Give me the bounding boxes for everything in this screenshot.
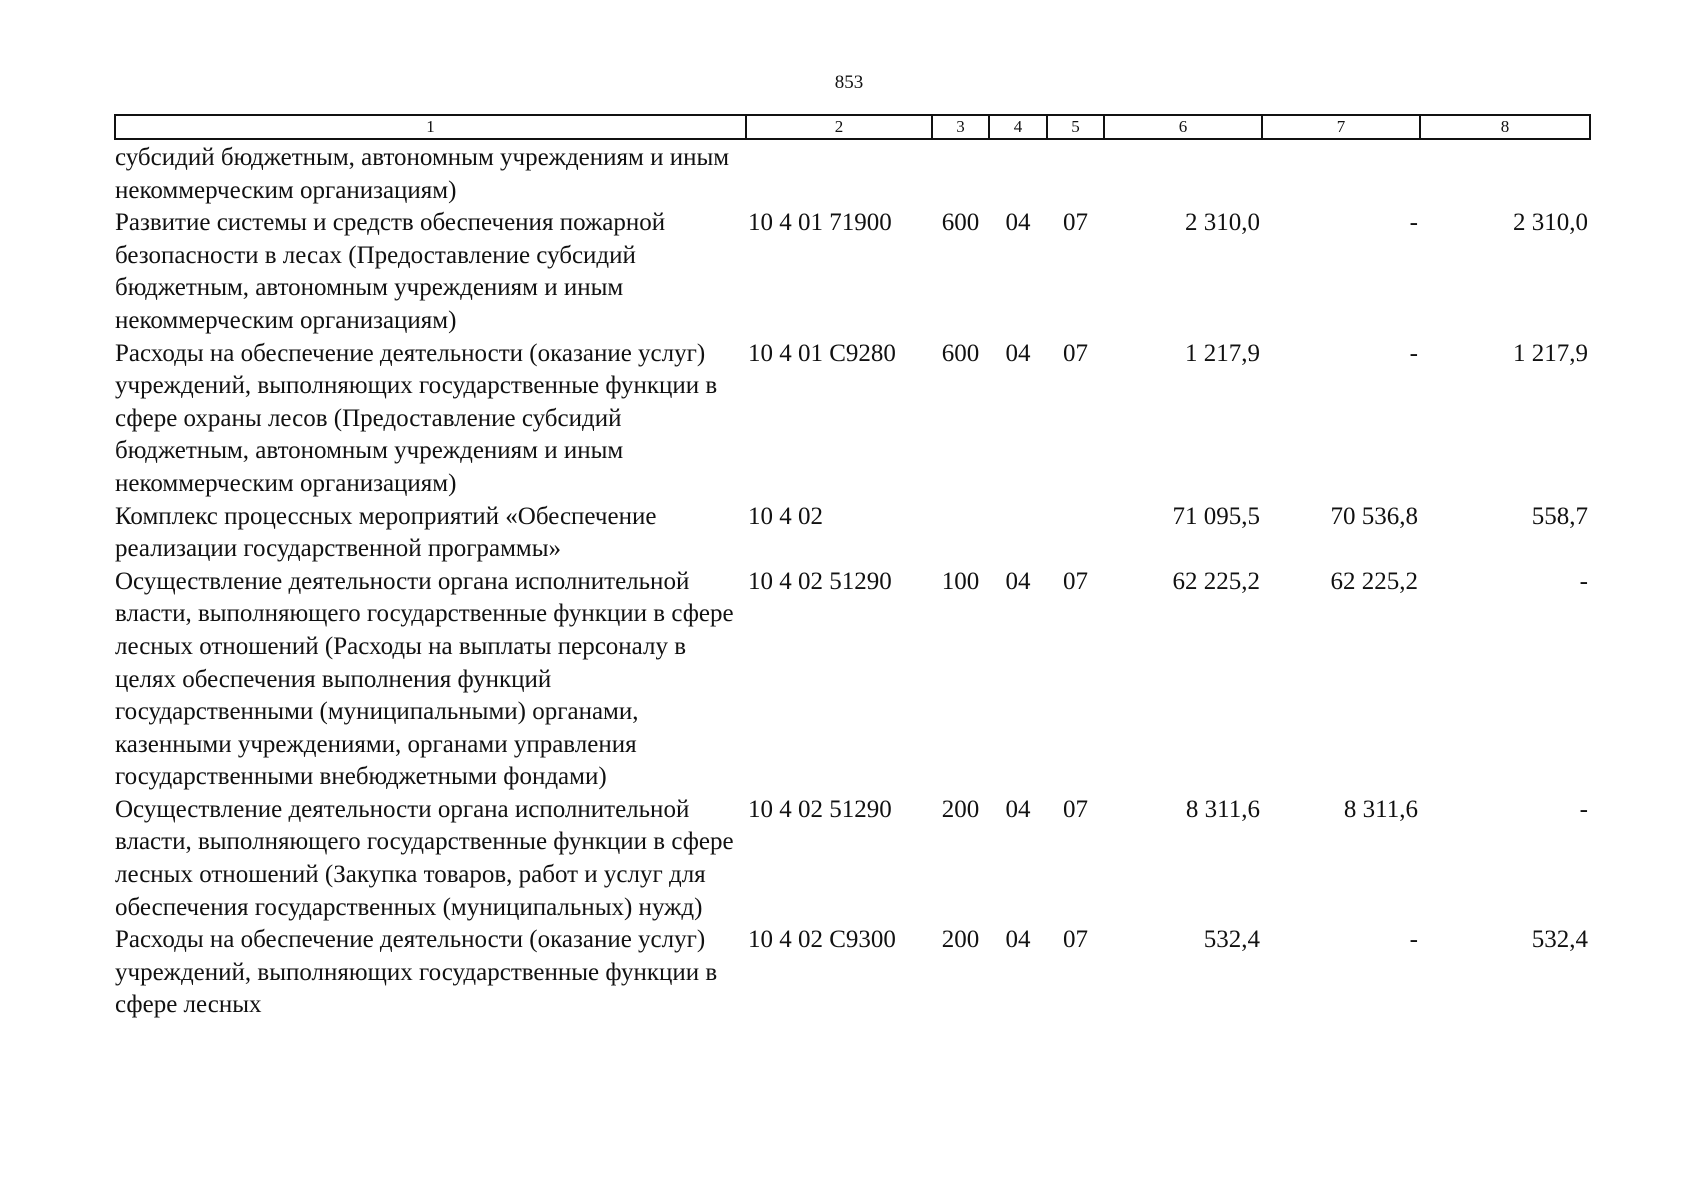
row-rz: [989, 501, 1047, 566]
row-code: 10 4 02 С9300: [748, 926, 896, 954]
row-rz: 04: [1005, 567, 1031, 595]
table-header: [115, 115, 1590, 139]
row-code: 10 4 01 С9280: [748, 339, 896, 367]
row-name: Расходы на обеспечение деятельности (оказание услуг) учреждений, выполняющих государственные функции в сфере лесных: [115, 926, 718, 1019]
row-pr: 07: [1063, 339, 1088, 367]
row-code: 10 4 02 51290: [748, 795, 892, 823]
table-row: [115, 794, 1590, 924]
row-rz: 04: [1005, 795, 1031, 823]
row-name: Осуществление деятельности органа исполнительной власти, выполняющего государственные функции в сфере лесных отношений (Закупка товаров, работ и услуг для обеспечения государственных (муниципальных) нужд): [115, 795, 734, 921]
row-col8: -: [1579, 567, 1588, 595]
row-pr: 07: [1063, 209, 1088, 237]
row-vr: 200: [941, 795, 980, 823]
row-name: Осуществление деятельности органа исполнительной власти, выполняющего государственные функции в сфере лесных отношений (Расходы на выплаты персоналу в целях обеспечения выполнения функций государственными (муниципальными) органами, казенными учреждениями, органами управления государственными внебюджетными фондами): [115, 567, 734, 791]
row-col7: 62 225,2: [1330, 567, 1418, 595]
header-col-5: 5: [1047, 115, 1104, 139]
row-pr: 07: [1063, 795, 1088, 823]
table-row: [115, 566, 1590, 794]
row-name: Расходы на обеспечение деятельности (оказание услуг) учреждений, выполняющих государственные функции в сфере охраны лесов (Предоставление субсидий бюджетным, автономным учреждениям и иным некоммерческим организациям): [115, 339, 718, 497]
row-total: 62 225,2: [1172, 567, 1260, 595]
header-col-6: 6: [1104, 115, 1262, 139]
row-col7: [1262, 139, 1420, 207]
row-col7: -: [1409, 339, 1418, 367]
row-name: Комплекс процессных мероприятий «Обеспечение реализации государственной программы»: [115, 502, 657, 563]
row-total: 2 310,0: [1185, 209, 1260, 237]
row-total: 71 095,5: [1172, 502, 1260, 530]
header-col-7: 7: [1262, 115, 1420, 139]
row-col8: [1420, 139, 1590, 207]
row-col8: -: [1579, 795, 1588, 823]
row-col7: -: [1409, 209, 1418, 237]
row-rz: 04: [1005, 339, 1031, 367]
header-col-4: 4: [989, 115, 1047, 139]
table-row: [115, 501, 1590, 566]
row-vr: [932, 501, 989, 566]
table-row: [115, 207, 1590, 337]
budget-table: [114, 114, 1591, 1022]
row-rz: [989, 139, 1047, 207]
row-rz: 04: [1005, 926, 1031, 954]
row-name: Развитие системы и средств обеспечения пожарной безопасности в лесах (Предоставление субсидий бюджетным, автономным учреждениям и иным некоммерческим организациям): [115, 209, 666, 334]
row-col7: 70 536,8: [1330, 502, 1418, 530]
row-col7: -: [1409, 926, 1418, 954]
row-vr: 600: [941, 209, 980, 237]
row-vr: 600: [941, 339, 980, 367]
row-pr: 07: [1063, 926, 1088, 954]
row-code: 10 4 02: [748, 502, 823, 530]
page-number: 853: [834, 72, 864, 93]
table-row: [115, 139, 1590, 207]
row-vr: 100: [941, 567, 980, 595]
row-pr: [1047, 139, 1104, 207]
row-code: 10 4 01 71900: [748, 209, 892, 237]
row-col8: 532,4: [1531, 926, 1588, 954]
row-code: 10 4 02 51290: [748, 567, 892, 595]
header-col-2: 2: [746, 115, 932, 139]
row-pr: [1047, 501, 1104, 566]
table-body: [115, 139, 1590, 1022]
row-total: 1 217,9: [1185, 339, 1260, 367]
row-col8: 2 310,0: [1513, 209, 1588, 237]
row-total: 8 311,6: [1185, 795, 1260, 823]
header-col-8: 8: [1420, 115, 1590, 139]
row-total: [1104, 139, 1262, 207]
row-rz: 04: [1005, 209, 1031, 237]
header-col-3: 3: [932, 115, 989, 139]
row-col8: 558,7: [1531, 502, 1588, 530]
row-col7: 8 311,6: [1343, 795, 1418, 823]
row-vr: [932, 139, 989, 207]
header-col-1: 1: [115, 115, 746, 139]
row-name: субсидий бюджетным, автономным учреждениям и иным некоммерческим организациям): [115, 144, 730, 204]
row-code: [746, 139, 932, 207]
table-row: [115, 338, 1590, 501]
row-pr: 07: [1063, 567, 1088, 595]
header-row: [115, 115, 1590, 139]
row-total: 532,4: [1203, 926, 1260, 954]
row-vr: 200: [941, 926, 980, 954]
table-row: [115, 924, 1590, 1022]
row-col8: 1 217,9: [1513, 339, 1588, 367]
